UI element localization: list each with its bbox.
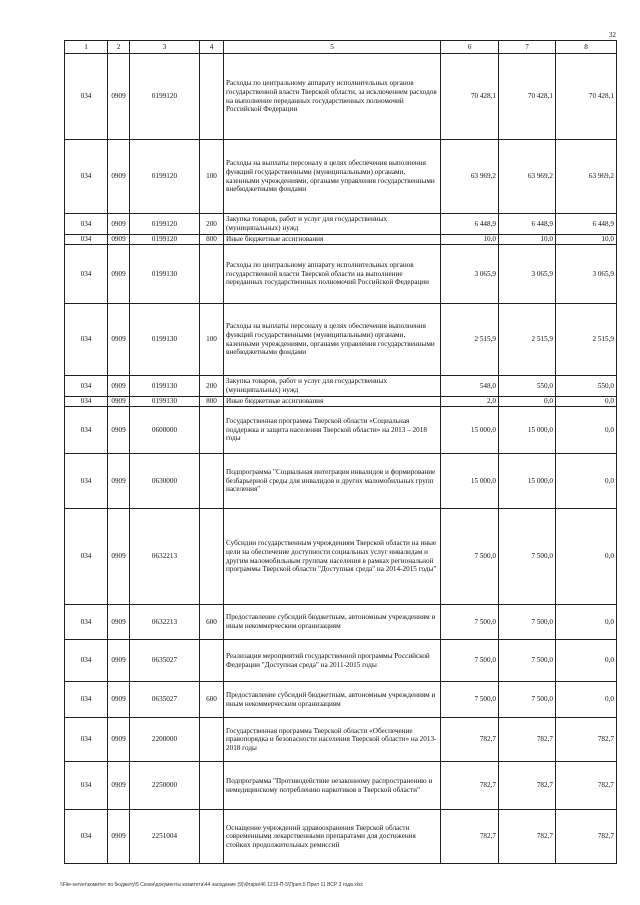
budget-table <box>64 40 617 864</box>
cell-target-code: 0635027 <box>130 682 200 718</box>
table-row <box>65 640 617 682</box>
cell-target-code: 2200000 <box>130 718 200 762</box>
table-row <box>65 214 617 235</box>
cell-chapter-code: 034 <box>65 718 108 762</box>
cell-section-code: 0909 <box>108 509 130 605</box>
cell-value-year-2: 7 500,0 <box>499 509 556 605</box>
cell-target-code: 0632213 <box>130 509 200 605</box>
table-row <box>65 245 617 304</box>
page-number: 32 <box>609 31 616 39</box>
cell-chapter-code: 034 <box>65 376 108 397</box>
cell-value-year-1: 2,0 <box>441 397 499 407</box>
cell-section-code: 0909 <box>108 640 130 682</box>
cell-section-code: 0909 <box>108 605 130 640</box>
cell-value-year-3: 0,0 <box>556 454 617 509</box>
cell-value-year-3: 782,7 <box>556 718 617 762</box>
cell-chapter-code: 034 <box>65 454 108 509</box>
cell-value-year-3: 782,7 <box>556 762 617 810</box>
cell-value-year-2: 70 428,1 <box>499 54 556 140</box>
cell-section-code: 0909 <box>108 376 130 397</box>
cell-value-year-1: 782,7 <box>441 762 499 810</box>
cell-name <box>224 376 441 397</box>
cell-value-year-3: 2 515,9 <box>556 304 617 376</box>
table-row <box>65 304 617 376</box>
cell-value-year-2: 0,0 <box>499 397 556 407</box>
cell-value-year-3: 3 065,9 <box>556 245 617 304</box>
cell-value-year-3: 70 428,1 <box>556 54 617 140</box>
cell-value-year-3: 0,0 <box>556 682 617 718</box>
cell-expense-type: 100 <box>200 304 224 376</box>
row-name-text: Подпрограмма "Противодействие незаконному распространению и немедицинскому потреблению наркотиков в Тверской области" <box>226 776 433 794</box>
cell-expense-type: 600 <box>200 605 224 640</box>
cell-chapter-code: 034 <box>65 605 108 640</box>
cell-target-code: 0199120 <box>130 235 200 245</box>
row-name-text: Оснащение учреждений здравоохранения Тверской области современными лекарственными препаратами для достижения стойких продолжительных ремиссий <box>226 823 416 849</box>
cell-section-code: 0909 <box>108 214 130 235</box>
row-name-text: Закупка товаров, работ и услуг для государственных (муниципальных) нужд <box>226 215 388 232</box>
table-row <box>65 397 617 407</box>
cell-chapter-code: 034 <box>65 235 108 245</box>
header-col-4: 4 <box>200 41 224 54</box>
row-name-text: Расходы на выплаты персоналу в целях обеспечения выполнения функций государственными (муниципальными) органами, казенными учреждениями, органами управления государственными внебюджетными фондами <box>226 322 435 357</box>
cell-target-code: 0199130 <box>130 304 200 376</box>
cell-expense-type <box>200 718 224 762</box>
cell-section-code: 0909 <box>108 235 130 245</box>
table-row <box>65 605 617 640</box>
cell-section-code: 0909 <box>108 682 130 718</box>
cell-expense-type <box>200 810 224 864</box>
cell-target-code: 0199120 <box>130 214 200 235</box>
cell-value-year-3: 0,0 <box>556 605 617 640</box>
header-col-2: 2 <box>108 41 130 54</box>
cell-expense-type: 600 <box>200 682 224 718</box>
table-row <box>65 235 617 245</box>
header-col-1: 1 <box>65 41 108 54</box>
cell-value-year-1: 2 515,9 <box>441 304 499 376</box>
cell-value-year-2: 2 515,9 <box>499 304 556 376</box>
cell-value-year-1: 548,0 <box>441 376 499 397</box>
cell-expense-type <box>200 454 224 509</box>
cell-chapter-code: 034 <box>65 140 108 214</box>
cell-value-year-1: 15 000,0 <box>441 454 499 509</box>
cell-value-year-1: 7 500,0 <box>441 605 499 640</box>
cell-target-code: 0600000 <box>130 407 200 454</box>
cell-name <box>224 454 441 509</box>
cell-name <box>224 245 441 304</box>
cell-chapter-code: 034 <box>65 682 108 718</box>
cell-value-year-2: 6 448,9 <box>499 214 556 235</box>
footer-file-path: \\File-server\комитет по бюджету\5 Сезон\документы комитета\44 заседание (9)\Фгари\46 1219-П-5\Прил.5 Прил 11 ВСР 3 года.xlsx <box>60 882 363 888</box>
row-name-text: Расходы по центральному аппарату исполнительных органов государственной власти Тверской области на выполнение переданных государственных полномочий Российской Федерации <box>226 261 429 287</box>
cell-value-year-1: 70 428,1 <box>441 54 499 140</box>
cell-target-code: 0630000 <box>130 454 200 509</box>
cell-chapter-code: 034 <box>65 304 108 376</box>
cell-section-code: 0909 <box>108 54 130 140</box>
cell-value-year-2: 782,7 <box>499 718 556 762</box>
cell-name <box>224 140 441 214</box>
cell-value-year-2: 10,0 <box>499 235 556 245</box>
cell-target-code: 0632213 <box>130 605 200 640</box>
row-name-text: Закупка товаров, работ и услуг для государственных (муниципальных) нужд <box>226 377 388 394</box>
cell-value-year-3: 0,0 <box>556 397 617 407</box>
cell-value-year-2: 63 969,2 <box>499 140 556 214</box>
cell-value-year-2: 15 000,0 <box>499 407 556 454</box>
cell-expense-type <box>200 245 224 304</box>
cell-name <box>224 640 441 682</box>
cell-chapter-code: 034 <box>65 640 108 682</box>
cell-value-year-1: 63 969,2 <box>441 140 499 214</box>
cell-expense-type <box>200 407 224 454</box>
table-row <box>65 509 617 605</box>
row-name-text: Государственная программа Тверской области «Социальная поддержка и защита населения Тверской области» на 2013 – 2018 годы <box>226 417 427 443</box>
cell-expense-type <box>200 762 224 810</box>
cell-expense-type <box>200 640 224 682</box>
table-row <box>65 810 617 864</box>
cell-value-year-1: 782,7 <box>441 718 499 762</box>
row-name-text: Государственная программа Тверской области «Обеспечение правопорядка и безопасности населения Тверской области» на 2013-2018 годы <box>226 726 437 752</box>
table-row <box>65 376 617 397</box>
cell-value-year-1: 7 500,0 <box>441 640 499 682</box>
cell-value-year-3: 550,0 <box>556 376 617 397</box>
row-name-text: Расходы на выплаты персоналу в целях обеспечения выполнения функций государственными (муниципальными) органами, казенными учреждениями, органами управления государственными внебюджетными фондами <box>226 159 435 194</box>
cell-name <box>224 810 441 864</box>
cell-chapter-code: 034 <box>65 762 108 810</box>
cell-section-code: 0909 <box>108 304 130 376</box>
header-col-7: 7 <box>499 41 556 54</box>
row-name-text: Предоставление субсидий бюджетным, автономным учреждениям и иным некоммерческим организациям <box>226 690 436 708</box>
cell-expense-type: 200 <box>200 376 224 397</box>
cell-chapter-code: 034 <box>65 810 108 864</box>
cell-section-code: 0909 <box>108 762 130 810</box>
cell-chapter-code: 034 <box>65 509 108 605</box>
cell-value-year-3: 10,0 <box>556 235 617 245</box>
header-row <box>65 41 617 54</box>
cell-target-code: 2251004 <box>130 810 200 864</box>
cell-target-code: 0635027 <box>130 640 200 682</box>
header-col-6: 6 <box>441 41 499 54</box>
cell-value-year-1: 10,0 <box>441 235 499 245</box>
cell-name <box>224 214 441 235</box>
cell-chapter-code: 034 <box>65 214 108 235</box>
cell-name <box>224 509 441 605</box>
cell-name <box>224 54 441 140</box>
table-row <box>65 407 617 454</box>
table-row <box>65 454 617 509</box>
cell-chapter-code: 034 <box>65 245 108 304</box>
cell-value-year-2: 782,7 <box>499 810 556 864</box>
table-row <box>65 140 617 214</box>
cell-value-year-2: 15 000,0 <box>499 454 556 509</box>
cell-name <box>224 718 441 762</box>
cell-value-year-3: 0,0 <box>556 640 617 682</box>
cell-section-code: 0909 <box>108 407 130 454</box>
cell-section-code: 0909 <box>108 245 130 304</box>
row-name-text: Подпрограмма "Социальная интеграция инвалидов и формирование безбарьерной среды для инвалидов и других маломобильных групп населения" <box>226 468 436 494</box>
cell-expense-type: 100 <box>200 140 224 214</box>
cell-value-year-3: 0,0 <box>556 509 617 605</box>
cell-value-year-2: 7 500,0 <box>499 605 556 640</box>
table-row <box>65 54 617 140</box>
cell-target-code: 0199130 <box>130 397 200 407</box>
header-col-5: 5 <box>224 41 441 54</box>
header-col-3: 3 <box>130 41 200 54</box>
cell-value-year-2: 7 500,0 <box>499 640 556 682</box>
table-row <box>65 762 617 810</box>
cell-value-year-1: 6 448,9 <box>441 214 499 235</box>
cell-chapter-code: 034 <box>65 54 108 140</box>
cell-chapter-code: 034 <box>65 407 108 454</box>
cell-expense-type: 200 <box>200 214 224 235</box>
cell-target-code: 0199130 <box>130 245 200 304</box>
table-body <box>65 54 617 864</box>
cell-name <box>224 605 441 640</box>
cell-value-year-2: 3 065,9 <box>499 245 556 304</box>
row-name-text: Иные бюджетные ассигнования <box>226 397 324 406</box>
cell-value-year-1: 15 000,0 <box>441 407 499 454</box>
cell-section-code: 0909 <box>108 454 130 509</box>
cell-name <box>224 304 441 376</box>
cell-target-code: 0199120 <box>130 140 200 214</box>
cell-value-year-1: 7 500,0 <box>441 682 499 718</box>
cell-name <box>224 407 441 454</box>
cell-value-year-3: 6 448,9 <box>556 214 617 235</box>
row-name-text: Предоставление субсидий бюджетным, автономным учреждениям и иным некоммерческим организациям <box>226 613 436 630</box>
cell-section-code: 0909 <box>108 397 130 407</box>
cell-value-year-3: 0,0 <box>556 407 617 454</box>
header-col-8: 8 <box>556 41 617 54</box>
cell-section-code: 0909 <box>108 810 130 864</box>
row-name-text: Расходы по центральному аппарату исполнительных органов государственной власти Тверской области, за исключением расходов на выполнение переданных государственных полномочий Российской Федерации <box>226 79 437 114</box>
cell-name <box>224 762 441 810</box>
row-name-text: Иные бюджетные ассигнования <box>226 235 324 244</box>
cell-section-code: 0909 <box>108 140 130 214</box>
table-row <box>65 718 617 762</box>
cell-value-year-2: 782,7 <box>499 762 556 810</box>
cell-expense-type <box>200 509 224 605</box>
cell-value-year-1: 3 065,9 <box>441 245 499 304</box>
cell-value-year-1: 7 500,0 <box>441 509 499 605</box>
cell-value-year-2: 550,0 <box>499 376 556 397</box>
cell-name <box>224 682 441 718</box>
row-name-text: Субсидии государственным учреждениям Тверской области на иные цели на обеспечение доступности социальных услуг инвалидам и другим маломобильным группам населения в рамках региональной программы Тверской области "Доступная среда" на 2014-2015 годы" <box>226 539 437 574</box>
cell-target-code: 0199120 <box>130 54 200 140</box>
table-row <box>65 682 617 718</box>
cell-expense-type <box>200 54 224 140</box>
cell-expense-type: 800 <box>200 397 224 407</box>
row-name-text: Реализация мероприятий государственной программы Российской Федерации "Доступная среда" на 2011-2015 годы <box>226 651 430 669</box>
cell-target-code: 2250000 <box>130 762 200 810</box>
cell-value-year-3: 63 969,2 <box>556 140 617 214</box>
cell-section-code: 0909 <box>108 718 130 762</box>
cell-target-code: 0199130 <box>130 376 200 397</box>
cell-value-year-3: 782,7 <box>556 810 617 864</box>
cell-chapter-code: 034 <box>65 397 108 407</box>
cell-name <box>224 235 441 245</box>
cell-name <box>224 397 441 407</box>
cell-value-year-1: 782,7 <box>441 810 499 864</box>
cell-value-year-2: 7 500,0 <box>499 682 556 718</box>
cell-expense-type: 800 <box>200 235 224 245</box>
